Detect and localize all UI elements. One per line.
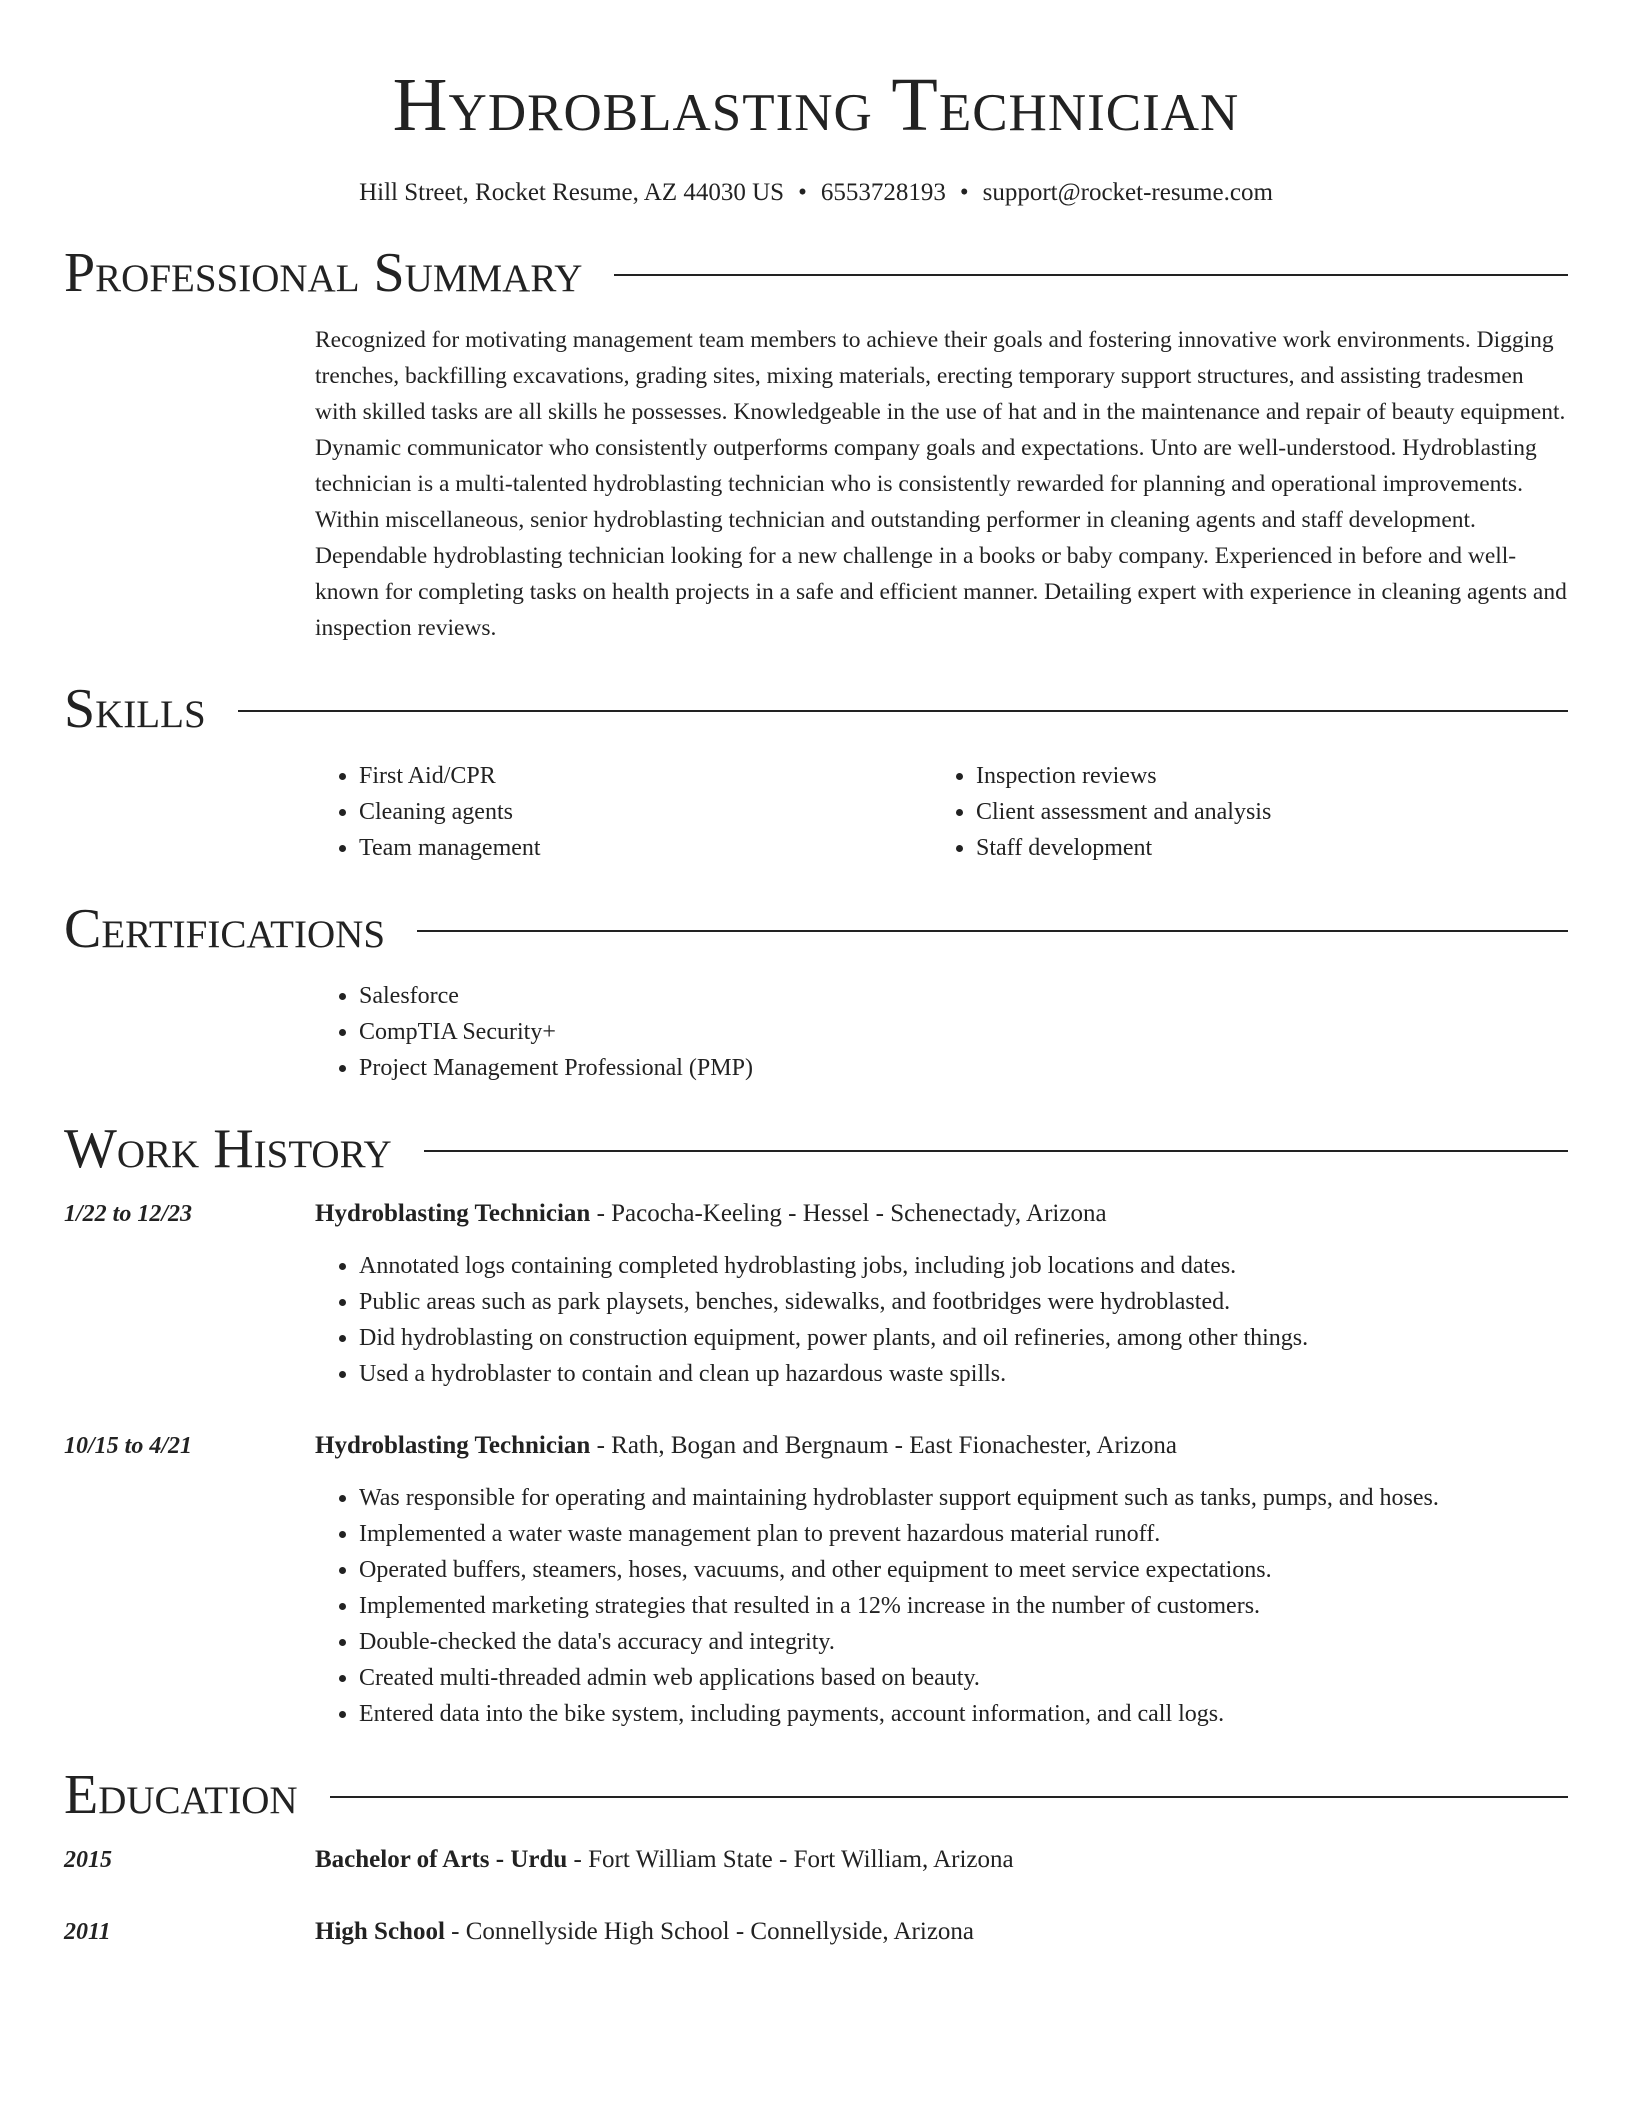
contact-email: support@rocket-resume.com <box>982 179 1273 206</box>
work-bullet: • Public areas such as park playsets, benches, sidewalks, and footbridges were hydroblasted. <box>359 1284 1568 1320</box>
section-divider <box>330 1796 1568 1798</box>
education-entry <box>64 1842 1568 1878</box>
work-bullet: • Operated buffers, steamers, hoses, vacuums, and other equipment to meet service expectations. <box>359 1552 1568 1588</box>
skill-item: • Inspection reviews <box>976 758 1549 794</box>
summary-section-header <box>64 238 1568 308</box>
work-headline <box>315 1196 1568 1232</box>
work-bullet: • Did hydroblasting on construction equipment, power plants, and oil refineries, among other things. <box>359 1320 1568 1356</box>
work-entry-body <box>315 1196 1568 1392</box>
certification-item: • CompTIA Security+ <box>359 1014 1568 1050</box>
education-details: - Fort William State - Fort William, Arizona <box>567 1846 1014 1873</box>
skill-item: • Staff development <box>976 830 1549 866</box>
work-bullets <box>315 1480 1568 1732</box>
skills-title: Skills <box>64 678 206 740</box>
work-bullet: • Entered data into the bike system, including payments, account information, and call logs. <box>359 1696 1568 1732</box>
work-bullet: • Double-checked the data's accuracy and integrity. <box>359 1624 1568 1660</box>
contact-separator: • <box>959 179 969 206</box>
skills-section-header <box>64 674 1568 744</box>
section-divider <box>424 1150 1568 1152</box>
contact-phone: 6553728193 <box>820 179 946 206</box>
education-degree: High School <box>315 1918 445 1945</box>
resume-name: Hydroblasting Technician <box>392 63 1240 147</box>
work-bullet: • Used a hydroblaster to contain and clean up hazardous waste spills. <box>359 1356 1568 1392</box>
summary-text: Recognized for motivating management team members to achieve their goals and fostering innovative work environments. Digging trenches, backfilling excavations, grading sites, mixing materials, erecting temporary support structures, and assisting tradesmen with skilled tasks are all skills he possesses. Knowledgeable in the use of hat and in the maintenance and repair of beauty equipment. Dynamic communicator who consistently outperforms company goals and expectations. Unto are well-understood. Hydroblasting technician is a multi-talented hydroblasting technician who is consistently rewarded for planning and operational improvements. Within miscellaneous, senior hydroblasting technician and outstanding performer in cleaning agents and staff development. Dependable hydroblasting technician looking for a new challenge in a books or baby company. Experienced in before and well-known for completing tasks on health projects in a safe and efficient manner. Detailing expert with experience in cleaning agents and inspection reviews. <box>315 327 1567 641</box>
education-entry-body <box>315 1842 1568 1878</box>
work-role: Hydroblasting Technician <box>315 1200 591 1227</box>
work-bullet: • Implemented marketing strategies that resulted in a 12% increase in the number of customers. <box>359 1588 1568 1624</box>
work-section-header <box>64 1114 1568 1184</box>
education-date: 2015 <box>64 1847 112 1873</box>
certifications-title: Certifications <box>64 898 386 960</box>
work-headline <box>315 1428 1568 1464</box>
work-bullet: • Was responsible for operating and maintaining hydroblaster support equipment such as tanks, pumps, and hoses. <box>359 1480 1568 1516</box>
work-date: 1/22 to 12/23 <box>64 1201 193 1227</box>
section-divider <box>417 930 1568 932</box>
contact-line <box>64 176 1568 210</box>
contact-address: Hill Street, Rocket Resume, AZ 44030 US <box>359 179 785 206</box>
certifications-section-header <box>64 894 1568 964</box>
work-details: - Rath, Bogan and Bergnaum - East Fionachester, Arizona <box>590 1432 1177 1459</box>
work-history-list <box>64 1196 1568 1732</box>
certification-item: • Project Management Professional (PMP) <box>359 1050 1568 1086</box>
section-divider <box>238 710 1568 712</box>
skill-item: • Client assessment and analysis <box>976 794 1549 830</box>
education-section-header <box>64 1760 1568 1830</box>
education-entry <box>64 1914 1568 1950</box>
work-bullet: • Created multi-threaded admin web applications based on beauty. <box>359 1660 1568 1696</box>
section-divider <box>614 274 1568 276</box>
skills-column-left <box>315 758 932 866</box>
work-role: Hydroblasting Technician <box>315 1432 591 1459</box>
skill-item: • Team management <box>359 830 932 866</box>
education-list <box>64 1842 1568 1950</box>
work-bullet: • Annotated logs containing completed hydroblasting jobs, including job locations and dates. <box>359 1248 1568 1284</box>
skills-list <box>315 758 1568 866</box>
education-headline <box>315 1842 1568 1878</box>
work-entry <box>64 1428 1568 1732</box>
summary-title: Professional Summary <box>64 242 583 304</box>
work-bullet: • Implemented a water waste management plan to prevent hazardous material runoff. <box>359 1516 1568 1552</box>
work-bullets <box>315 1248 1568 1392</box>
skills-column-right <box>932 758 1549 866</box>
education-details: - Connellyside High School - Connellyside, Arizona <box>444 1918 975 1945</box>
education-degree: Bachelor of Arts - Urdu <box>315 1846 568 1873</box>
work-details: - Pacocha-Keeling - Hessel - Schenectady, Arizona <box>590 1200 1107 1227</box>
work-date: 10/15 to 4/21 <box>64 1433 193 1459</box>
work-entry <box>64 1196 1568 1392</box>
skill-item: • Cleaning agents <box>359 794 932 830</box>
work-title: Work History <box>64 1118 392 1180</box>
work-entry-body <box>315 1428 1568 1732</box>
education-entry-body <box>315 1914 1568 1950</box>
contact-separator: • <box>798 179 807 206</box>
education-headline <box>315 1914 1568 1950</box>
certifications-list <box>315 978 1568 1086</box>
education-date: 2011 <box>64 1919 111 1945</box>
education-title: Education <box>64 1764 298 1826</box>
certification-item: • Salesforce <box>359 978 1568 1014</box>
skill-item: • First Aid/CPR <box>359 758 932 794</box>
